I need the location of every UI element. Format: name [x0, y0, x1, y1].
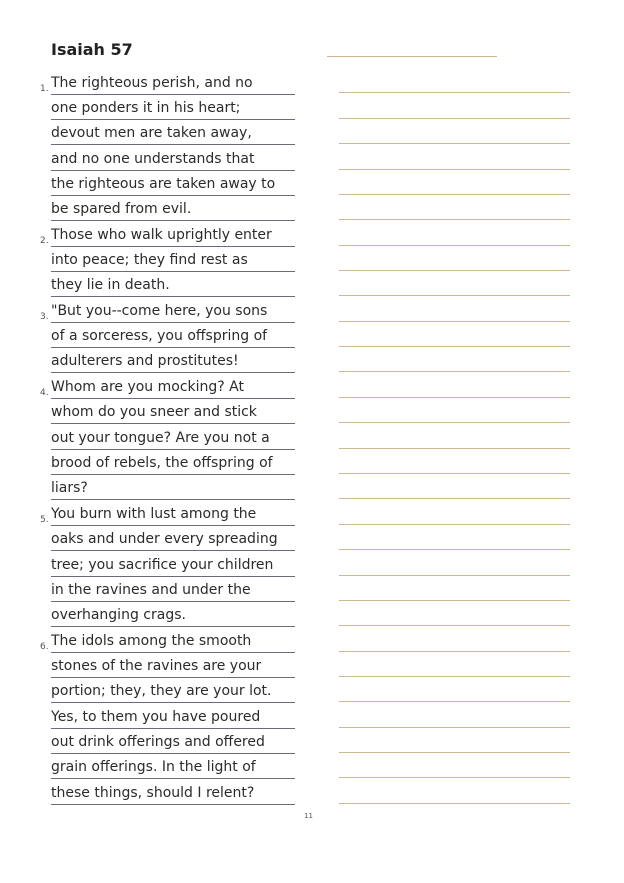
writing-line — [339, 651, 570, 652]
verse-text-line: of a sorceress, you offspring of — [51, 325, 295, 348]
verse-text-line: they lie in death. — [51, 274, 295, 297]
verse-text-line: overhanging crags. — [51, 604, 295, 627]
writing-line — [339, 169, 570, 170]
writing-line — [339, 524, 570, 525]
verse-text-line: the righteous are taken away to — [51, 173, 295, 196]
title-writing-line — [327, 56, 497, 57]
verse-text-line: whom do you sneer and stick — [51, 401, 295, 424]
verse-number: 5. — [40, 515, 49, 525]
verse-number: 2. — [40, 236, 49, 246]
writing-line — [339, 219, 570, 220]
verse-text-line: and no one understands that — [51, 148, 295, 171]
verse-number: 3. — [40, 312, 49, 322]
writing-line — [339, 498, 570, 499]
writing-line — [339, 245, 570, 246]
verse-text-line: devout men are taken away, — [51, 122, 295, 145]
writing-line — [339, 752, 570, 753]
verse-number: 4. — [40, 388, 49, 398]
verse-text-line: one ponders it in his heart; — [51, 97, 295, 120]
writing-line — [339, 118, 570, 119]
verse-text-line: Whom are you mocking? At — [51, 376, 295, 399]
writing-line — [339, 549, 570, 550]
writing-line — [339, 270, 570, 271]
verse-text-line: tree; you sacrifice your children — [51, 554, 295, 577]
verse-text-line: oaks and under every spreading — [51, 528, 295, 551]
writing-line — [339, 422, 570, 423]
writing-line — [339, 321, 570, 322]
verse-text-line: portion; they, they are your lot. — [51, 680, 295, 703]
verse-text-line: The righteous perish, and no — [51, 72, 295, 95]
verse-text-line: grain offerings. In the light of — [51, 756, 295, 779]
writing-line — [339, 143, 570, 144]
writing-line — [339, 727, 570, 728]
writing-line — [339, 625, 570, 626]
writing-line — [339, 346, 570, 347]
verse-text-line: be spared from evil. — [51, 198, 295, 221]
writing-line — [339, 701, 570, 702]
writing-line — [339, 777, 570, 778]
verse-text-line: brood of rebels, the offspring of — [51, 452, 295, 475]
writing-line — [339, 295, 570, 296]
writing-line — [339, 371, 570, 372]
writing-line — [339, 194, 570, 195]
verse-text-line: Yes, to them you have poured — [51, 706, 295, 729]
verse-number: 6. — [40, 642, 49, 652]
writing-line — [339, 600, 570, 601]
verse-text-line: "But you--come here, you sons — [51, 300, 295, 323]
verse-text-line: into peace; they find rest as — [51, 249, 295, 272]
writing-line — [339, 92, 570, 93]
verse-text-line: Those who walk uprightly enter — [51, 224, 295, 247]
verse-text-line: out drink offerings and offered — [51, 731, 295, 754]
writing-line — [339, 803, 570, 804]
verse-text-line: these things, should I relent? — [51, 782, 295, 805]
writing-line — [339, 676, 570, 677]
verse-text-line: You burn with lust among the — [51, 503, 295, 526]
writing-line — [339, 473, 570, 474]
verse-text-line: out your tongue? Are you not a — [51, 427, 295, 450]
verse-text-line: stones of the ravines are your — [51, 655, 295, 678]
verse-number: 1. — [40, 84, 49, 94]
verse-text-line: adulterers and prostitutes! — [51, 350, 295, 373]
verse-text-line: liars? — [51, 477, 295, 500]
verse-text-line: in the ravines and under the — [51, 579, 295, 602]
writing-line — [339, 575, 570, 576]
writing-line — [339, 448, 570, 449]
page-number: 11 — [304, 812, 313, 820]
verse-text-line: The idols among the smooth — [51, 630, 295, 653]
page-title: Isaiah 57 — [51, 40, 133, 59]
writing-line — [339, 397, 570, 398]
